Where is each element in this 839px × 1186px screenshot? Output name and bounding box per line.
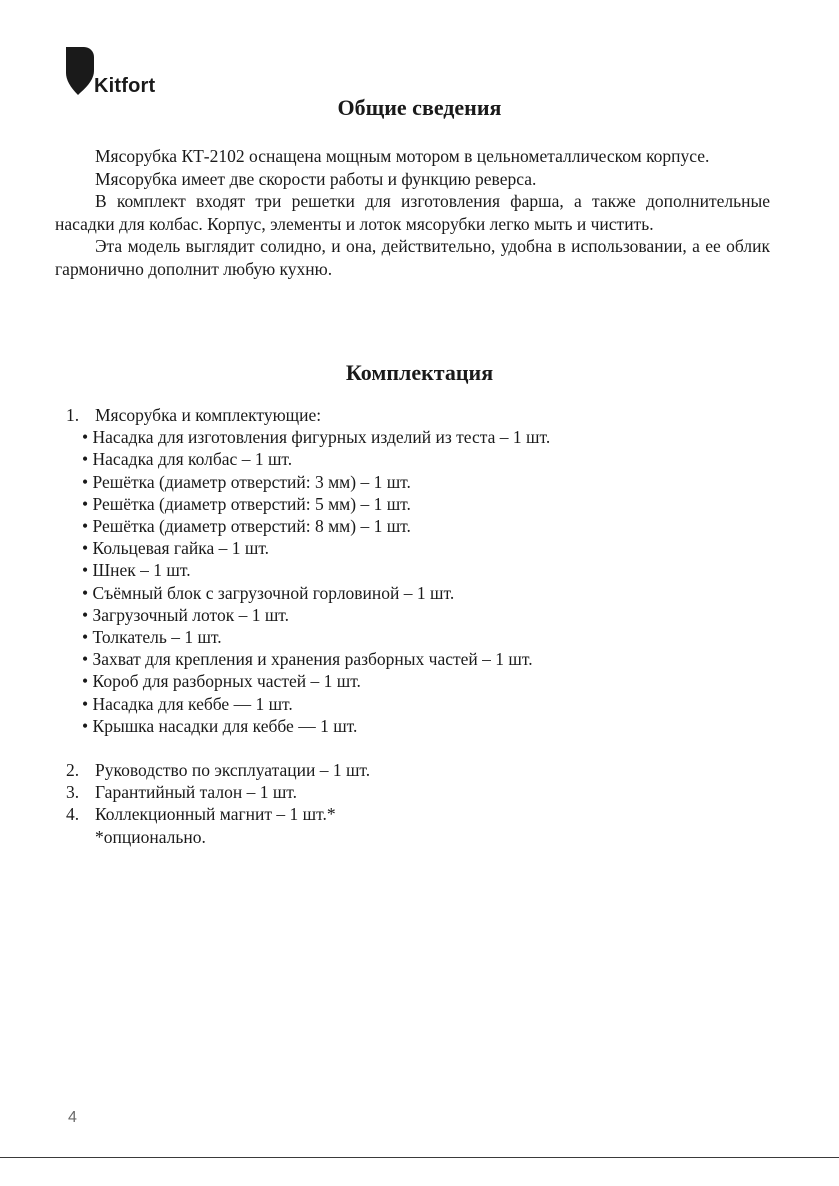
list-label: Руководство по эксплуатации – 1 шт. — [95, 760, 371, 781]
general-info-text — [55, 145, 770, 280]
section-title-general: Общие сведения — [337, 95, 502, 120]
list-item: • Кольцевая гайка – 1 шт. — [82, 537, 770, 559]
brand-name: Kitfort — [94, 75, 156, 97]
subitem-list — [66, 426, 770, 737]
list-number: 3. — [66, 782, 80, 803]
list-item: • Толкатель – 1 шт. — [82, 626, 770, 648]
kitfort-logo-mark-icon — [66, 47, 94, 95]
list-label: Коллекционный магнит – 1 шт.* — [95, 804, 336, 825]
list-number: 2. — [66, 760, 80, 781]
list-item: • Решётка (диаметр отверстий: 8 мм) – 1 шт. — [82, 515, 770, 537]
spacer — [66, 737, 770, 759]
list-item: • Насадка для изготовления фигурных изделий из теста – 1 шт. — [82, 426, 770, 448]
list-item: • Загрузочный лоток – 1 шт. — [82, 604, 770, 626]
list-item: • Решётка (диаметр отверстий: 3 мм) – 1 шт. — [82, 471, 770, 493]
page-number: 4 — [68, 1109, 77, 1126]
list-item: • Насадка для колбас – 1 шт. — [82, 448, 770, 470]
list-item — [66, 404, 770, 426]
paragraph: Эта модель выглядит солидно, и она, действительно, удобна в использовании, а ее облик гармонично дополнит любую кухню. — [55, 236, 770, 279]
list-number: 4. — [66, 804, 80, 825]
list-label: Гарантийный талон – 1 шт. — [95, 782, 298, 803]
paragraph: Мясорубка КТ-2102 оснащена мощным мотором в цельнометаллическом корпусе. — [95, 146, 710, 166]
list-item: • Насадка для кеббе — 1 шт. — [82, 693, 770, 715]
footnote: *опционально. — [95, 826, 206, 847]
list-item: • Шнек – 1 шт. — [82, 559, 770, 581]
bottom-divider — [0, 1157, 839, 1158]
kitfort-logo — [66, 47, 166, 97]
list-item — [66, 759, 770, 781]
section-title-kit: Комплектация — [345, 360, 494, 385]
kit-list — [66, 404, 770, 848]
list-item: • Крышка насадки для кеббе — 1 шт. — [82, 715, 770, 737]
list-item — [66, 803, 770, 825]
list-item: • Решётка (диаметр отверстий: 5 мм) – 1 шт. — [82, 493, 770, 515]
list-item: • Захват для крепления и хранения разборных частей – 1 шт. — [82, 648, 770, 670]
list-item: • Короб для разборных частей – 1 шт. — [82, 670, 770, 692]
paragraph: Мясорубка имеет две скорости работы и функцию реверса. — [95, 168, 537, 189]
list-item — [66, 781, 770, 803]
list-label: Мясорубка и комплектующие: — [95, 405, 322, 425]
list-item: • Съёмный блок с загрузочной горловиной – 1 шт. — [82, 582, 770, 604]
paragraph: В комплект входят три решетки для изготовления фарша, а также дополнительные насадки для колбас. Корпус, элементы и лоток мясорубки легко мыть и чистить. — [55, 191, 770, 234]
list-number: 1. — [66, 405, 80, 425]
